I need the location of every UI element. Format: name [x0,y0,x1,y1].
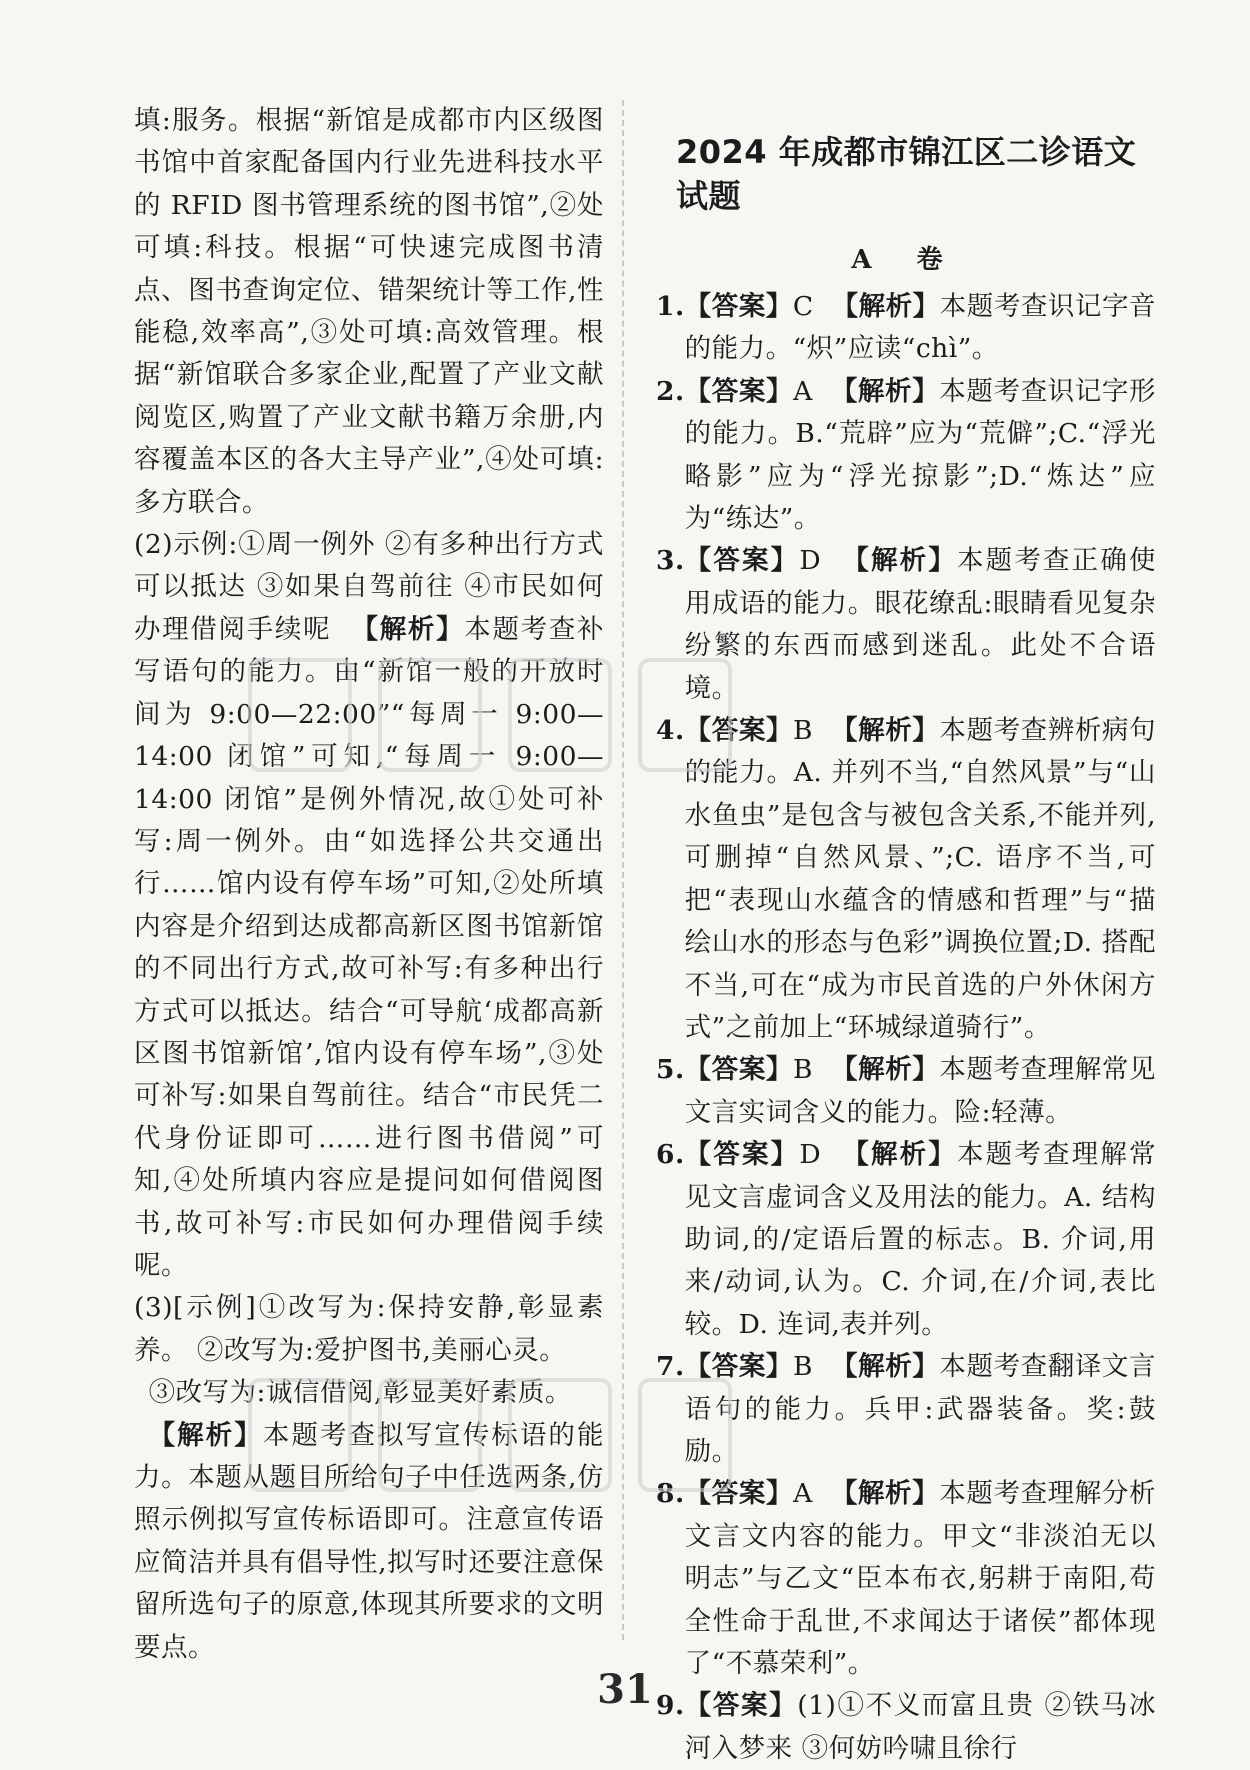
question-item [656,1049,1156,1134]
question-body [685,1473,1156,1685]
question-item [656,710,1156,1049]
answer-letter: D [799,545,822,577]
jiexi-tag: 【解析】 [831,291,940,322]
question-item [656,1473,1156,1685]
jiexi-tag: 【解析】 [148,1419,263,1451]
answer-letter: D [799,1139,822,1171]
left-paragraph-1: 填:服务。根据“新馆是成都市内区级图书馆中首家配备国内行业先进科技水平的 RFID 图书管理系统的图书馆”,②处可填:科技。根据“可快速完成图书清点、图书查询定位、错架统计等工作,性能稳,效率高”,③处可填:高效管理。根据“新馆联合多家企业,配置了产业文献阅览区,购置了产业文献书籍万余册,内容覆盖本区的各大主导产业”,④处可填:多方联合。 [134,105,604,518]
left-paragraph-5 [134,1415,604,1669]
jiexi-tag: 【解析】 [842,545,957,577]
analysis-text: (1)①不义而富且贵 ②铁马冰河入梦来 ③何妨吟啸且徐行 [684,1690,1156,1764]
question-number: 2. [656,375,685,407]
question-item [656,1134,1156,1346]
question-number: 1. [656,291,685,322]
question-number: 9. [656,1690,685,1722]
jiexi-tag: 【解析】 [842,1139,957,1171]
question-number: 6. [656,1139,685,1171]
left-paragraph-2 [134,524,604,1287]
answer-tag: 【答案】 [684,1054,794,1086]
analysis-text: 本题考查理解常见文言实词含义的能力。险:轻薄。 [684,1054,1157,1128]
question-item [656,286,1156,371]
question-body [685,540,1156,710]
answer-letter: A [793,1478,813,1510]
answer-tag: 【答案】 [684,375,794,407]
analysis-text: 本题考查识记字形的能力。B.“荒辟”应为“荒僻”;C.“浮光略影”应为“浮光掠影”;D.“炼达”应为“练达”。 [684,375,1157,535]
answer-letter: B [793,1351,814,1383]
question-item [656,371,1156,541]
jiexi-tag: 【解析】 [351,613,465,645]
question-item [656,540,1156,710]
analysis-text: 本题考查拟写宣传标语的能力。本题从题目所给句子中任选两条,仿照示例拟写宣传标语即可。注意宣传语应简洁并具有倡导性,拟写时还要注意保留所选句子的原意,体现其所要求的文明要点。 [134,1419,604,1663]
answer-letter: B [793,715,814,747]
answer-tag: 【答案】 [684,1690,798,1722]
question-body [685,371,1156,541]
analysis-text: 本题考查辨析病句的能力。A. 并列不当,“自然风景”与“山水鱼虫”是包含与被包含关系,不能并列,可删掉“自然风景、”;C. 语序不当,可把“表现山水蕴含的情感和哲理”与“描绘山水的形态与色彩”调换位置;D. 搭配不当,可在“成为市民首选的户外休闲方式”之前加上“环城绿道骑行”。 [684,715,1157,1043]
example-answers: (2)示例:①周一例外 ②有多种出行方式可以抵达 ③如果自驾前往 ④市民如何办理借阅手续呢 [134,529,604,645]
answer-letter: B [793,1054,814,1086]
jiexi-tag: 【解析】 [831,715,940,747]
question-body [685,1134,1156,1346]
question-number: 4. [656,715,685,747]
jiexi-tag: 【解析】 [831,1054,940,1086]
answer-tag: 【答案】 [684,715,794,747]
right-column [656,100,1156,1770]
analysis-text: 本题考查理解常见文言虚词含义及用法的能力。A. 结构助词,的/定语后置的标志。B. 介词,用来/动词,认为。C. 介词,在/介词,表比较。D. 连词,表并列。 [684,1139,1157,1340]
question-number: 7. [656,1351,685,1383]
question-item [656,1346,1156,1473]
jiexi-tag: 【解析】 [831,1351,940,1383]
question-number: 8. [656,1478,685,1510]
section-heading: A 卷 [851,245,961,275]
answer-tag: 【答案】 [684,1139,800,1171]
question-body [685,1049,1156,1134]
column-divider [622,100,624,1640]
jiexi-tag: 【解析】 [830,375,940,407]
answer-tag: 【答案】 [684,545,800,577]
answer-letter: C [792,291,814,322]
page-number: 31 [597,1666,653,1713]
question-body [685,710,1156,1049]
answer-tag: 【答案】 [684,291,793,322]
analysis-text: 本题考查理解分析文言文内容的能力。甲文“非淡泊无以明志”与乙文“臣本布衣,躬耕于南阳,苟全性命于乱世,不求闻达于诸侯”都体现了“不慕荣利”。 [684,1478,1157,1679]
left-column [134,100,604,1669]
question-number: 3. [656,545,685,577]
jiexi-tag: 【解析】 [830,1478,940,1510]
left-paragraph-3: (3)[示例]①改写为:保持安静,彰显素养。 ②改写为:爱护图书,美丽心灵。 [134,1292,604,1366]
question-list [656,286,1156,1770]
analysis-text: 本题考查正确使用成语的能力。眼花缭乱:眼睛看见复杂纷繁的东西而感到迷乱。此处不合语境。 [684,545,1157,704]
analysis-text: 本题考查识记字音的能力。“炽”应读“chì”。 [684,291,1157,365]
question-body [685,286,1156,371]
analysis-text: 本题考查补写语句的能力。由“新馆一般的开放时间为 9:00—22:00”“每周一 9:00—14:00 闭馆”可知,“每周一 9:00—14:00 闭馆”是例外情况,故①处可补写:周一例外。由“如选择公共交通出行……馆内设有停车场”可知,②处所填内容是介绍到达成都高新区图书馆新馆的不同出行方式,故可补写:有多种出行方式可以抵达。结合“可导航‘成都高新区图书馆新馆’,馆内设有停车场”,③处可补写:如果自驾前往。结合“市民凭二代身份证即可……进行图书借阅”可知,④处所填内容应是提问如何借阅图书,故可补写:市民如何办理借阅手续呢。 [134,613,605,1281]
question-number: 5. [656,1054,685,1086]
analysis-text: 本题考查翻译文言语句的能力。兵甲:武器装备。奖:鼓励。 [684,1351,1157,1467]
answer-tag: 【答案】 [684,1351,794,1383]
answer-tag: 【答案】 [684,1478,794,1510]
exam-title: 2024 年成都市锦江区二诊语文试题 [676,133,1137,215]
question-body [685,1346,1156,1473]
left-paragraph-4: ③改写为:诚信借阅,彰显美好素质。 [148,1377,572,1409]
answer-letter: A [793,375,813,407]
